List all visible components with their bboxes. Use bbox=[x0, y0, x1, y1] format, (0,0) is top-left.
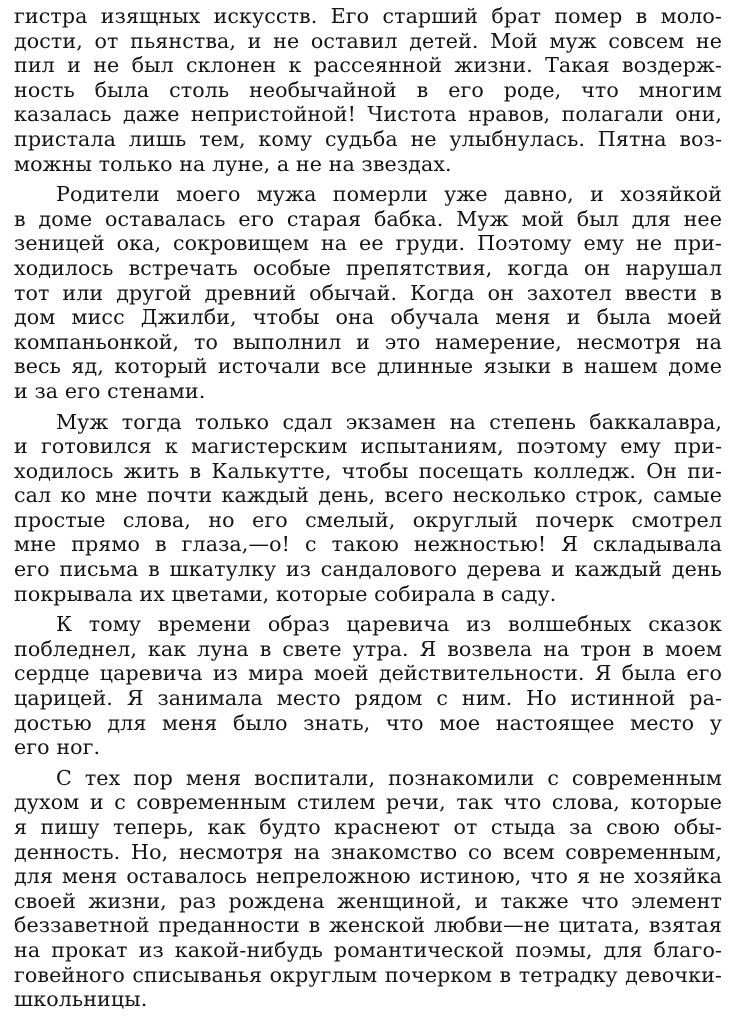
text-line: сал ко мне почти каждый день, всего несколько строк, самые bbox=[14, 483, 722, 508]
text-line: царицей. Я занимала место рядом с ним. Но истинной ра- bbox=[14, 686, 722, 711]
text-line: достью для меня было знать, что мое настоящее место у bbox=[14, 710, 722, 735]
text-line: для меня оставалось непреложною истиною, что я не хозяйка bbox=[14, 864, 722, 889]
text-line: и за его стенами. bbox=[14, 378, 206, 403]
text-line: С тех пор меня воспитали, познакомили с современным bbox=[56, 765, 722, 790]
document-page bbox=[14, 4, 722, 1018]
text-line: ность была столь необычайной в его роде, что многим bbox=[14, 77, 722, 102]
text-line: Родители моего мужа померли уже давно, и хозяйкой bbox=[56, 182, 722, 207]
text-line: простые слова, но его смелый, округлый почерк смотрел bbox=[14, 507, 722, 532]
text-line: денность. Но, несмотря на знакомство со всем современным, bbox=[14, 839, 722, 864]
text-line: казалась даже непристойной! Чистота нравов, полагали они, bbox=[14, 102, 722, 127]
text-line: беззаветной преданности в женской любви—не цитата, взятая bbox=[14, 913, 722, 938]
text-line: духом и с современным стилем речи, так что слова, которые bbox=[14, 790, 722, 815]
paragraph-5 bbox=[14, 766, 722, 1012]
paragraph-4 bbox=[14, 612, 722, 760]
text-line: школьницы. bbox=[14, 987, 148, 1012]
text-line: К тому времени образ царевича из волшебных сказок bbox=[56, 612, 722, 637]
text-line: и готовился к магистерским испытаниям, поэтому ему при- bbox=[14, 434, 722, 459]
text-line: пил и не был склонен к рассеянной жизни. Такая воздерж- bbox=[14, 53, 722, 78]
text-line: своей жизни, раз рождена женщиной, и также что элемент bbox=[14, 888, 722, 913]
paragraph-3 bbox=[14, 410, 722, 607]
text-line: его ног. bbox=[14, 735, 101, 760]
text-line: в доме оставалась его старая бабка. Муж мой был для нее bbox=[14, 206, 722, 231]
text-line: дости, от пьянства, и не оставил детей. Мой муж совсем не bbox=[14, 28, 722, 53]
text-line: весь яд, который источали все длинные языки в нашем доме bbox=[14, 354, 722, 379]
text-line: дом мисс Джилби, чтобы она обучала меня и была моей bbox=[14, 305, 722, 330]
text-line: зеницей ока, сокровищем на ее груди. Поэтому ему не при- bbox=[14, 231, 722, 256]
text-line: тот или другой древний обычай. Когда он захотел ввести в bbox=[14, 280, 722, 305]
text-line: ходилось встречать особые препятствия, когда он нарушал bbox=[14, 255, 722, 280]
text-line: ходилось жить в Калькутте, чтобы посещать колледж. Он пи- bbox=[14, 458, 722, 483]
paragraph-1 bbox=[14, 4, 722, 176]
text-line: на прокат из какой-нибудь романтической поэмы, для благо- bbox=[14, 937, 722, 962]
text-line: побледнел, как луна в свете утра. Я возвела на трон в моем bbox=[14, 636, 722, 661]
text-line: его письма в шкатулку из сандалового дерева и каждый день bbox=[14, 557, 722, 582]
text-line: покрывала их цветами, которые собирала в саду. bbox=[14, 581, 557, 606]
text-line: говейного списыванья округлым почерком в тетрадку девочки- bbox=[14, 962, 722, 987]
text-line: гистра изящных искусств. Его старший брат помер в моло- bbox=[14, 4, 722, 28]
text-line: пристала лишь тем, кому судьба не улыбнулась. Пятна воз- bbox=[14, 126, 722, 151]
text-line: сердце царевича из мира моей действительности. Я была его bbox=[14, 661, 722, 686]
text-line: можны только на луне, а не на звездах. bbox=[14, 151, 452, 176]
text-line: мне прямо в глаза,—о! с такою нежностью! Я складывала bbox=[14, 532, 722, 557]
text-line: компаньонкой, то выполнил и это намерение, несмотря на bbox=[14, 329, 722, 354]
paragraph-2 bbox=[14, 182, 722, 403]
text-line: я пишу теперь, как будто краснеют от стыда за свою обы- bbox=[14, 815, 722, 839]
text-line: Муж тогда только сдал экзамен на степень баккалавра, bbox=[56, 409, 722, 434]
